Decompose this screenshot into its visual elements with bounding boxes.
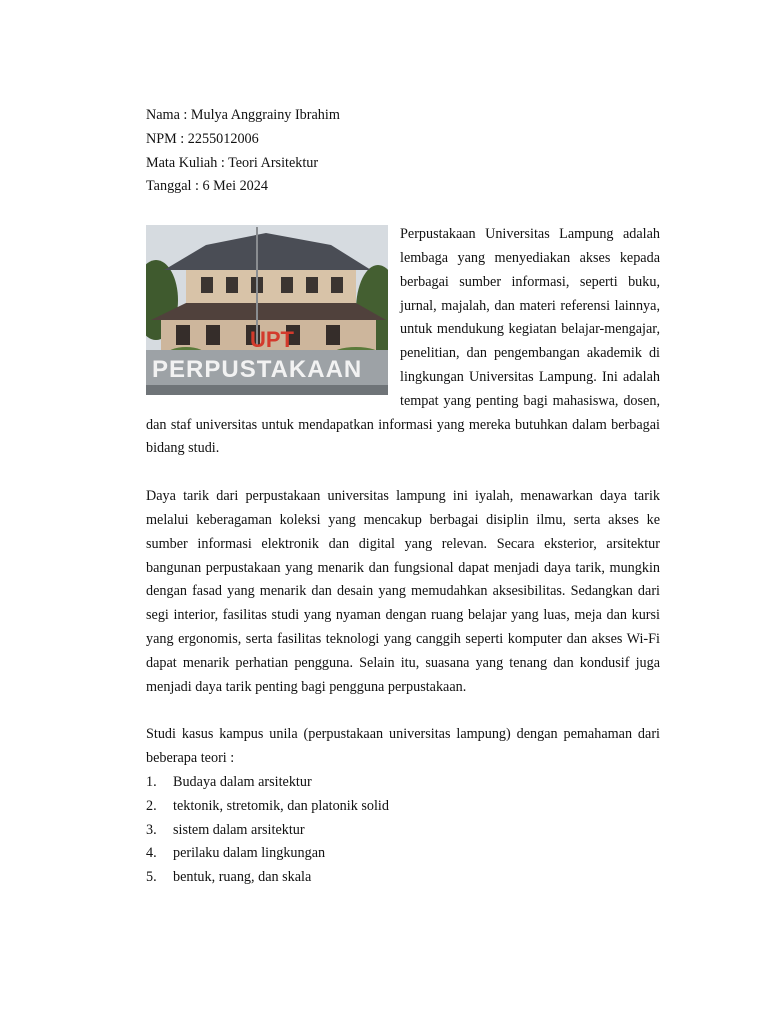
student-npm: NPM : 2255012006 xyxy=(146,130,259,147)
theory-list xyxy=(146,771,660,890)
theory-list-item xyxy=(146,819,660,843)
theory-list-item xyxy=(146,842,660,866)
list-text: tektonik, stretomik, dan platonik solid xyxy=(173,797,389,814)
sign-perpustakaan-text: PERPUSTAKAAN xyxy=(152,356,363,384)
student-name: Nama : Mulya Anggrainy Ibrahim xyxy=(146,107,340,123)
list-text: sistem dalam arsitektur xyxy=(173,821,305,838)
library-building-photo xyxy=(146,225,388,395)
document-body xyxy=(146,104,660,890)
list-number: 3. xyxy=(146,821,157,838)
list-number: 1. xyxy=(146,773,157,790)
intro-paragraph: Perpustakaan Universitas Lampung adalah lembaga yang menyediakan akses kepada berbagai sumber informasi, seperti buku, jurnal, majalah, dan materi referensi lainnya, untuk mendukung kegiatan belajar-mengajar, penelitian, dan pengembangan akademik di lingkungan Universitas Lampung. Ini adalah tempat yang penting bagi mahasiswa, dosen, dan staf universitas untuk mendapatkan informasi yang mereka butuhkan dalam berbagai bidang studi. xyxy=(146,226,660,457)
document-date: Tanggal : 6 Mei 2024 xyxy=(146,178,268,195)
theory-list-item xyxy=(146,795,660,819)
list-number: 5. xyxy=(146,869,157,886)
case-study-paragraph: Studi kasus kampus unila (perpustakaan universitas lampung) dengan pemahaman dari beberapa teori : xyxy=(146,726,660,767)
list-number: 2. xyxy=(146,797,157,814)
attraction-paragraph: Daya tarik dari perpustakaan universitas lampung ini iyalah, menawarkan daya tarik melalui keberagaman koleksi yang mencakup berbagai disiplin ilmu, serta akses ke sumber informasi elektronik dan digital yang relevan. Secara eksterior, arsitektur bangunan perpustakaan yang menarik dan fungsional dapat menjadi daya tarik, mungkin dengan fasad yang menarik dan desain yang memudahkan aksesibilitas. Sedangkan dari segi interior, fasilitas studi yang nyaman dengan ruang belajar yang luas, meja dan kursi yang ergonomis, serta fasilitas teknologi yang canggih seperti komputer dan akses Wi-Fi dapat menarik perhatian pengguna. Selain itu, suasana yang tenang dan kondusif juga menjadi daya tarik penting bagi pengguna perpustakaan. xyxy=(146,488,660,695)
student-info xyxy=(146,104,660,199)
list-number: 4. xyxy=(146,845,157,862)
theory-list-item xyxy=(146,771,660,795)
list-text: perilaku dalam lingkungan xyxy=(173,845,326,862)
sign-upt-text: UPT xyxy=(250,327,294,353)
course-name: Mata Kuliah : Teori Arsitektur xyxy=(146,154,319,171)
theory-list-item xyxy=(146,866,660,890)
list-text: Budaya dalam arsitektur xyxy=(173,773,312,790)
list-text: bentuk, ruang, dan skala xyxy=(173,869,312,886)
